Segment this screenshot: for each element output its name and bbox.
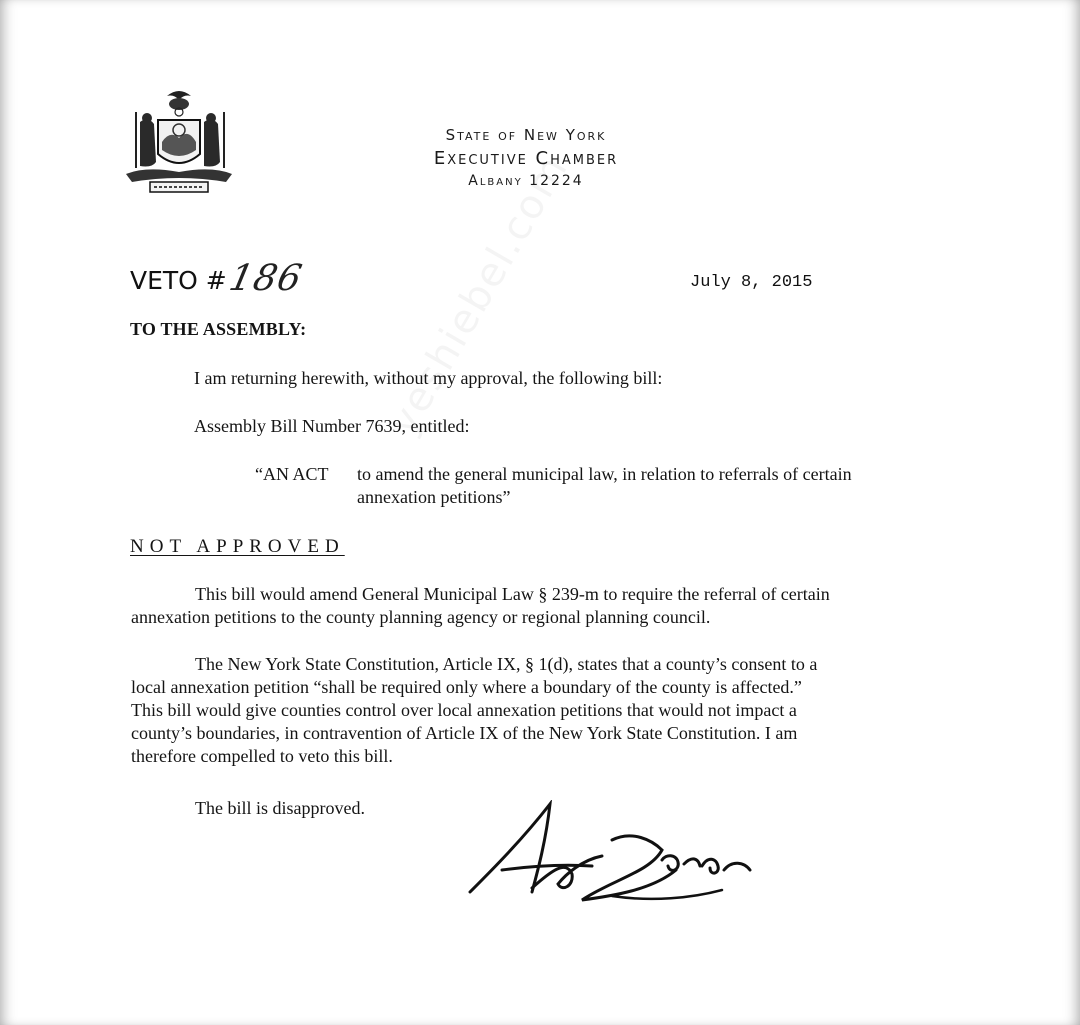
bill-title-line: to amend the general municipal law, in relation to referrals of certain bbox=[357, 464, 852, 484]
paragraph-line: This bill would amend General Municipal Law § 239-m to require the referral of certain bbox=[195, 584, 830, 604]
paragraph-summary bbox=[131, 583, 941, 629]
bill-title bbox=[357, 463, 957, 509]
letterhead-chamber: Executive Chamber bbox=[433, 148, 619, 169]
signature-icon bbox=[462, 800, 762, 912]
closing-line: The bill is disapproved. bbox=[195, 798, 365, 818]
letterhead-state: State of New York bbox=[445, 126, 607, 144]
intro-line: I am returning herewith, without my approval, the following bill: bbox=[194, 368, 663, 388]
status-heading bbox=[130, 536, 345, 558]
paragraph-line: local annexation petition “shall be required only where a boundary of the county is affected.” bbox=[131, 677, 802, 697]
salutation: TO THE ASSEMBLY: bbox=[130, 319, 307, 339]
paragraph-line: county’s boundaries, in contravention of Article IX of the New York State Constitution. I am bbox=[131, 723, 798, 743]
bill-number-line: Assembly Bill Number 7639, entitled: bbox=[194, 416, 470, 436]
paragraph-line: therefore compelled to veto this bill. bbox=[131, 746, 393, 766]
veto-number: 186 bbox=[225, 258, 307, 299]
paragraph-line: The New York State Constitution, Article IX, § 1(d), states that a county’s consent to a bbox=[195, 654, 818, 674]
paragraph-reasoning bbox=[131, 653, 941, 768]
paragraph-line: annexation petitions to the county planning agency or regional planning council. bbox=[131, 607, 711, 627]
letterhead-city: Albany 12224 bbox=[468, 173, 584, 189]
status-text: NOT APPROVED bbox=[130, 536, 345, 557]
state-seal-icon bbox=[120, 82, 238, 200]
veto-label: VETO # bbox=[130, 266, 227, 295]
bill-title-line: annexation petitions” bbox=[357, 487, 511, 507]
bill-title-prefix: “AN ACT bbox=[255, 464, 329, 484]
paragraph-line: This bill would give counties control over local annexation petitions that would not impact a bbox=[131, 700, 797, 720]
veto-date: July 8, 2015 bbox=[690, 273, 813, 292]
